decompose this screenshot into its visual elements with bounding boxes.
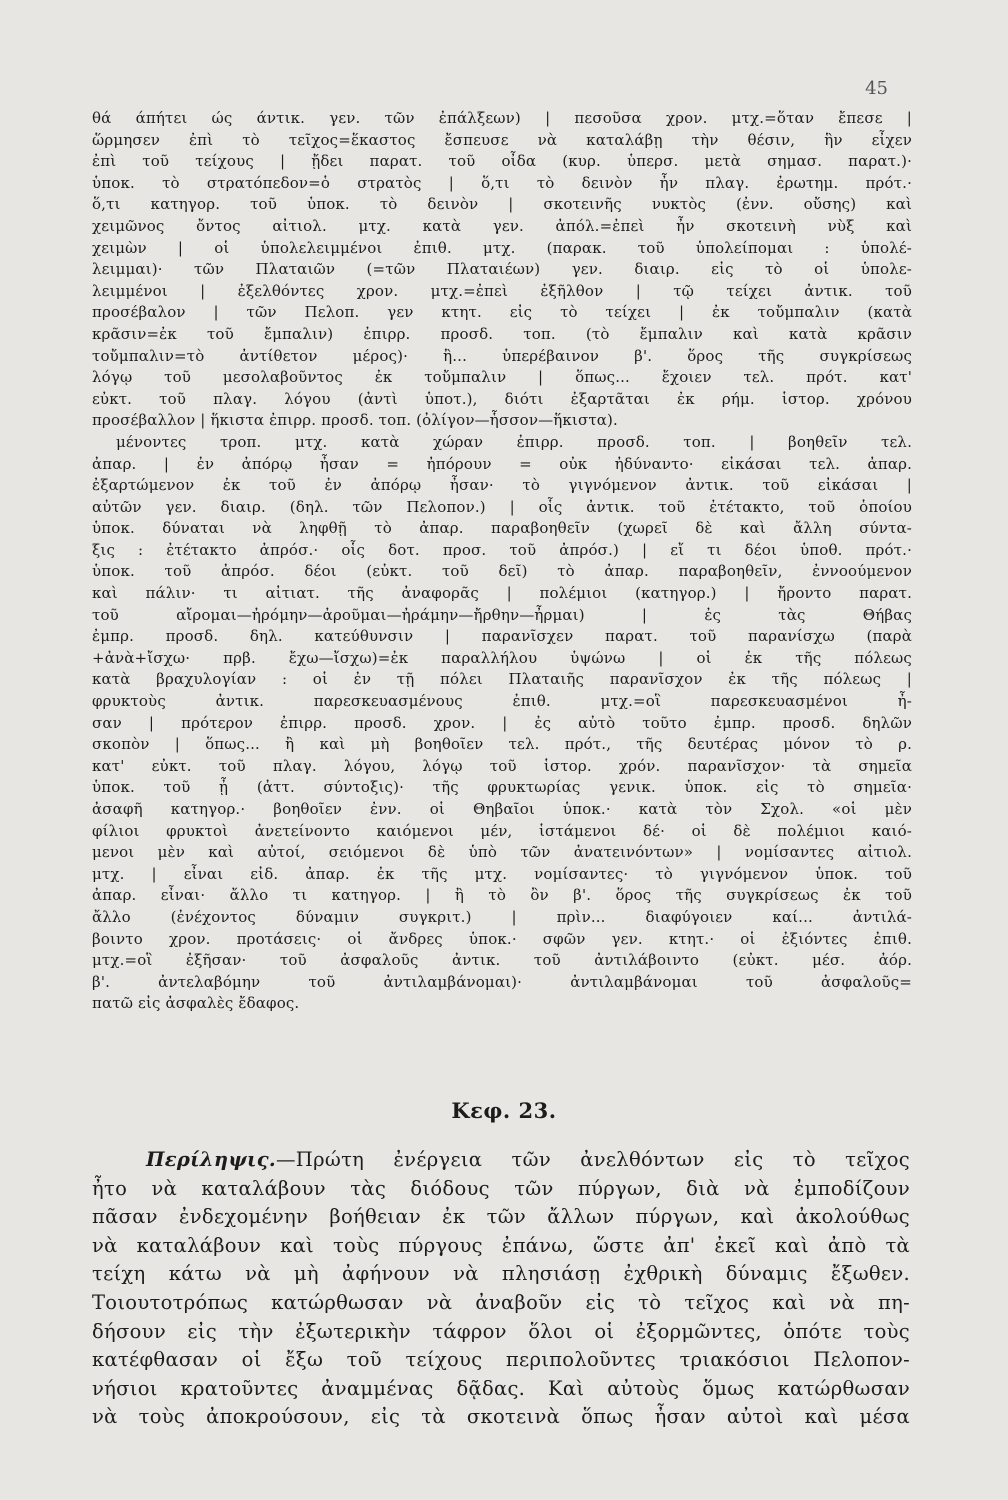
note-line: μενοι μὲν καὶ αὐτοί, σειόμενοι δὲ ὑπὸ τῶν ἀνατεινόντων» | νομίσαντες αἰτιολ. (92, 843, 912, 862)
note-line: ἐξαρτώμενον ἐκ τοῦ ἐν ἀπόρῳ ἦσαν· τὸ γιγνόμενον ἀντικ. τοῦ εἰκάσαι | (92, 476, 912, 495)
note-line: προσέβαλον | τῶν Πελοπ. γεν κτητ. εἰς τὸ τείχει | ἐκ τοὔμπαλιν (κατὰ (92, 303, 912, 322)
note-line: ὥρμησεν ἐπὶ τὸ τεῖχος=ἕκαστος ἔσπευσε νὰ καταλάβῃ τὴν θέσιν, ἣν εἶχεν (92, 130, 912, 149)
summary-line: ἦτο νὰ καταλάβουν τὰς διόδους τῶν πύργων, διὰ νὰ ἐμποδίζουν (92, 1176, 910, 1200)
note-line: σκοπὸν | ὅπως... ἢ καὶ μὴ βοηθοῖεν τελ. πρότ., τῆς δευτέρας μόνον τὸ ρ. (92, 735, 912, 754)
note-line: ὑποκ. δύναται νὰ ληφθῇ τὸ ἀπαρ. παραβοηθεῖν (χωρεῖ δὲ καὶ ἄλλη σύντα- (92, 519, 912, 538)
summary-first-line-text: —Πρώτη ἐνέργεια τῶν ἀνελθόντων εἰς τὸ τεῖχος (276, 1148, 910, 1171)
note-line: λειμμαι)· τῶν Πλαταιῶν (=τῶν Πλαταιέων) γεν. διαιρ. εἰς τὸ οἱ ὑπολε- (92, 260, 912, 279)
note-line: χειμῶνος ὄντος αἰτιολ. μτχ. κατὰ γεν. ἀπόλ.=ἐπεὶ ἦν σκοτεινὴ νὺξ καὶ (92, 216, 912, 235)
note-line: ὑποκ. τοῦ ᾖ (ἀττ. σύντοξις)· τῆς φρυκτωρίας γενικ. ὑποκ. εἰς τὸ σημεῖα· (92, 778, 912, 797)
summary-line: Τοιουτοτρόπως κατώρθωσαν νὰ ἀναβοῦν εἰς τὸ τεῖχος καὶ νὰ πη- (92, 1290, 910, 1314)
summary-lead: Περίληψις. (146, 1148, 276, 1171)
note-line: κατ' εὐκτ. τοῦ πλαγ. λόγου, λόγῳ τοῦ ἱστορ. χρόν. παρανῖσχον· τὰ σημεῖα (92, 756, 912, 775)
note-line: χειμὼν | οἱ ὑπολελειμμένοι ἐπιθ. μτχ. (παρακ. τοῦ ὑπολείπομαι : ὑπολέ- (92, 238, 912, 257)
note-line: ἄλλο (ἐνέχοντος δύναμιν συγκριτ.) | πρὶν... διαφύγοιεν καί... ἀντιλά- (92, 907, 912, 926)
note-line: πατῶ εἰς ἀσφαλὲς ἔδαφος. (92, 994, 300, 1013)
note-line: ἀπαρ. εἶναι· ἄλλο τι κατηγορ. | ἢ τὸ ὂν β'. ὅρος τῆς συγκρίσεως ἐκ τοῦ (92, 886, 912, 905)
summary-line: νήσιοι κρατοῦντες ἀναμμένας δᾷδας. Καὶ αὐτοὺς ὅμως κατώρθωσαν (92, 1376, 910, 1400)
note-line: ἀπαρ. | ἐν ἀπόρῳ ἦσαν = ἠπόρουν = οὐκ ἠδύναντο· εἰκάσαι τελ. ἀπαρ. (92, 454, 912, 473)
summary-line: πᾶσαν ἐνδεχομένην βοήθειαν ἐκ τῶν ἄλλων πύργων, καὶ ἀκολούθως (92, 1205, 910, 1229)
summary-line: τείχη κάτω νὰ μὴ ἀφήνουν νὰ πλησιάσῃ ἐχθρικὴ δύναμις ἔξωθεν. (92, 1262, 910, 1286)
note-line: φρυκτοὺς ἀντικ. παρεσκευασμένους ἐπιθ. μτχ.=οἳ παρεσκευασμένοι ἦ- (92, 692, 912, 711)
note-line: μτχ.=οἳ ἐξῆσαν· τοῦ ἀσφαλοῦς ἀντικ. τοῦ ἀντιλάβοιντο (εὐκτ. μέσ. ἀόρ. (92, 951, 912, 970)
summary-line: νὰ καταλάβουν καὶ τοὺς πύργους ἐπάνω, ὥστε ἀπ' ἐκεῖ καὶ ἀπὸ τὰ (92, 1233, 910, 1257)
note-line: ξις : ἐτέτακτο ἀπρόσ.· οἷς δοτ. προσ. τοῦ ἀπρόσ.) | εἴ τι δέοι ὑποθ. πρότ.· (92, 540, 912, 559)
chapter-summary (92, 1146, 910, 1432)
summary-line: κατέφθασαν οἱ ἔξω τοῦ τείχους περιπολοῦντες τριακόσιοι Πελοπον- (92, 1348, 910, 1372)
note-line: μένοντες τροπ. μτχ. κατὰ χώραν ἐπιρρ. προσδ. τοπ. | βοηθεῖν τελ. (116, 432, 912, 451)
commentary-notes (92, 108, 912, 1015)
note-line: ὑποκ. τοῦ ἀπρόσ. δέοι (εὐκτ. τοῦ δεῖ) τὸ ἀπαρ. παραβοηθεῖν, ἐννοούμενον (92, 562, 912, 581)
page-number: 45 (865, 78, 888, 99)
chapter-heading: Κεφ. 23. (451, 1098, 557, 1123)
note-line: ὅ,τι κατηγορ. τοῦ ὑποκ. τὸ δεινὸν | σκοτεινῆς νυκτὸς (ἐνν. οὔσης) καὶ (92, 195, 912, 214)
note-line: βοιντο χρον. προτάσεις· οἱ ἄνδρες ὑποκ.· σφῶν γεν. κτητ.· οἱ ἐξιόντες ἐπιθ. (92, 929, 912, 948)
note-line: αὐτῶν γεν. διαιρ. (δηλ. τῶν Πελοπον.) | οἷς ἀντικ. τοῦ ἐτέτακτο, τοῦ ὁποίου (92, 497, 912, 516)
note-line: μτχ. | εἶναι εἰδ. ἀπαρ. ἐκ τῆς μτχ. νομίσαντες· τὸ γιγνόμενον ὑποκ. τοῦ (92, 864, 912, 883)
note-line: β'. ἀντελαβόμην τοῦ ἀντιλαμβάνομαι)· ἀντιλαμβάνομαι τοῦ ἀσφαλοῦς= (92, 972, 912, 991)
note-line: κρᾶσιν=ἐκ τοῦ ἔμπαλιν) ἐπιρρ. προσδ. τοπ. (τὸ ἔμπαλιν καὶ κατὰ κρᾶσιν (92, 324, 912, 343)
note-line: σαν | πρότερον ἐπιρρ. προσδ. χρον. | ἐς αὐτὸ τοῦτο ἐμπρ. προσδ. δηλῶν (92, 713, 912, 732)
note-line: φίλιοι φρυκτοὶ ἀνετείνοντο καιόμενοι μέν, ἱστάμενοι δέ· οἱ δὲ πολέμιοι καιό- (92, 821, 912, 840)
note-line: τοὔμπαλιν=τὸ ἀντίθετον μέρος)· ἢ... ὑπερέβαινον β'. ὅρος τῆς συγκρίσεως (92, 346, 912, 365)
note-line: καὶ πάλιν· τι αἰτιατ. τῆς ἀναφορᾶς | πολέμιοι (κατηγορ.) | ἤροντο παρατ. (92, 584, 912, 603)
note-line: ἐμπρ. προσδ. δηλ. κατεύθυνσιν | παρανῖσχεν παρατ. τοῦ παρανίσχω (παρὰ (92, 627, 912, 646)
note-line: ἐπὶ τοῦ τείχους | ᾔδει παρατ. τοῦ οἶδα (κυρ. ὑπερσ. μετὰ σημασ. παρατ.)· (92, 152, 912, 171)
note-line: προσέβαλλον | ἥκιστα ἐπιρρ. προσδ. τοπ. (ὀλίγον—ἧσσον—ἥκιστα). (92, 411, 618, 430)
note-line: τοῦ αἴρομαι—ἠρόμην—ἀροῦμαι—ἠράμην—ἤρθην—ἦρμαι) | ἐς τὰς Θήβας (92, 605, 912, 624)
summary-line: νὰ τοὺς ἀποκρούσουν, εἰς τὰ σκοτεινὰ ὅπως ἦσαν αὐτοὶ καὶ μέσα (92, 1405, 910, 1429)
note-line: ὑποκ. τὸ στρατόπεδον=ὁ στρατὸς | ὅ,τι τὸ δεινὸν ἦν πλαγ. ἐρωτημ. πρότ.· (92, 173, 912, 192)
note-line: ἀσαφῆ κατηγορ.· βοηθοῖεν ἐνν. οἱ Θηβαῖοι ὑποκ.· κατὰ τὸν Σχολ. «οἱ μὲν (92, 800, 912, 818)
note-line: +ἀνὰ+ἴσχω· πρβ. ἔχω—ἴσχω)=ἐκ παραλλήλου ὑψώνω | οἱ ἐκ τῆς πόλεως (92, 648, 912, 667)
note-line: θά άπήτει ώς άντικ. γεν. τῶν ἐπάλξεων) | πεσοῦσα χρον. μτχ.=ὅταν ἔπεσε | (92, 109, 912, 127)
note-line: λόγῳ τοῦ μεσολαβοῦντος ἐκ τοὔμπαλιν | ὅπως... ἔχοιεν τελ. πρότ. κατ' (92, 368, 912, 387)
note-line: λειμμένοι | ἐξελθόντες χρον. μτχ.=ἐπεὶ ἐξῆλθον | τῷ τείχει ἀντικ. τοῦ (92, 281, 912, 300)
summary-line: δήσουν εἰς τὴν ἐξωτερικὴν τάφρον ὅλοι οἱ ἐξορμῶντες, ὁπότε τοὺς (92, 1319, 910, 1343)
note-line: εὐκτ. τοῦ πλαγ. λόγου (ἀντὶ ὑποτ.), διότι ἐξαρτᾶται ἐκ ρήμ. ἱστορ. χρόνου (92, 389, 912, 408)
summary-line (92, 1146, 910, 1175)
note-line: κατὰ βραχυλογίαν : οἱ ἐν τῇ πόλει Πλαταιῆς παρανῖσχον ἐκ τῆς πόλεως | (92, 670, 912, 689)
